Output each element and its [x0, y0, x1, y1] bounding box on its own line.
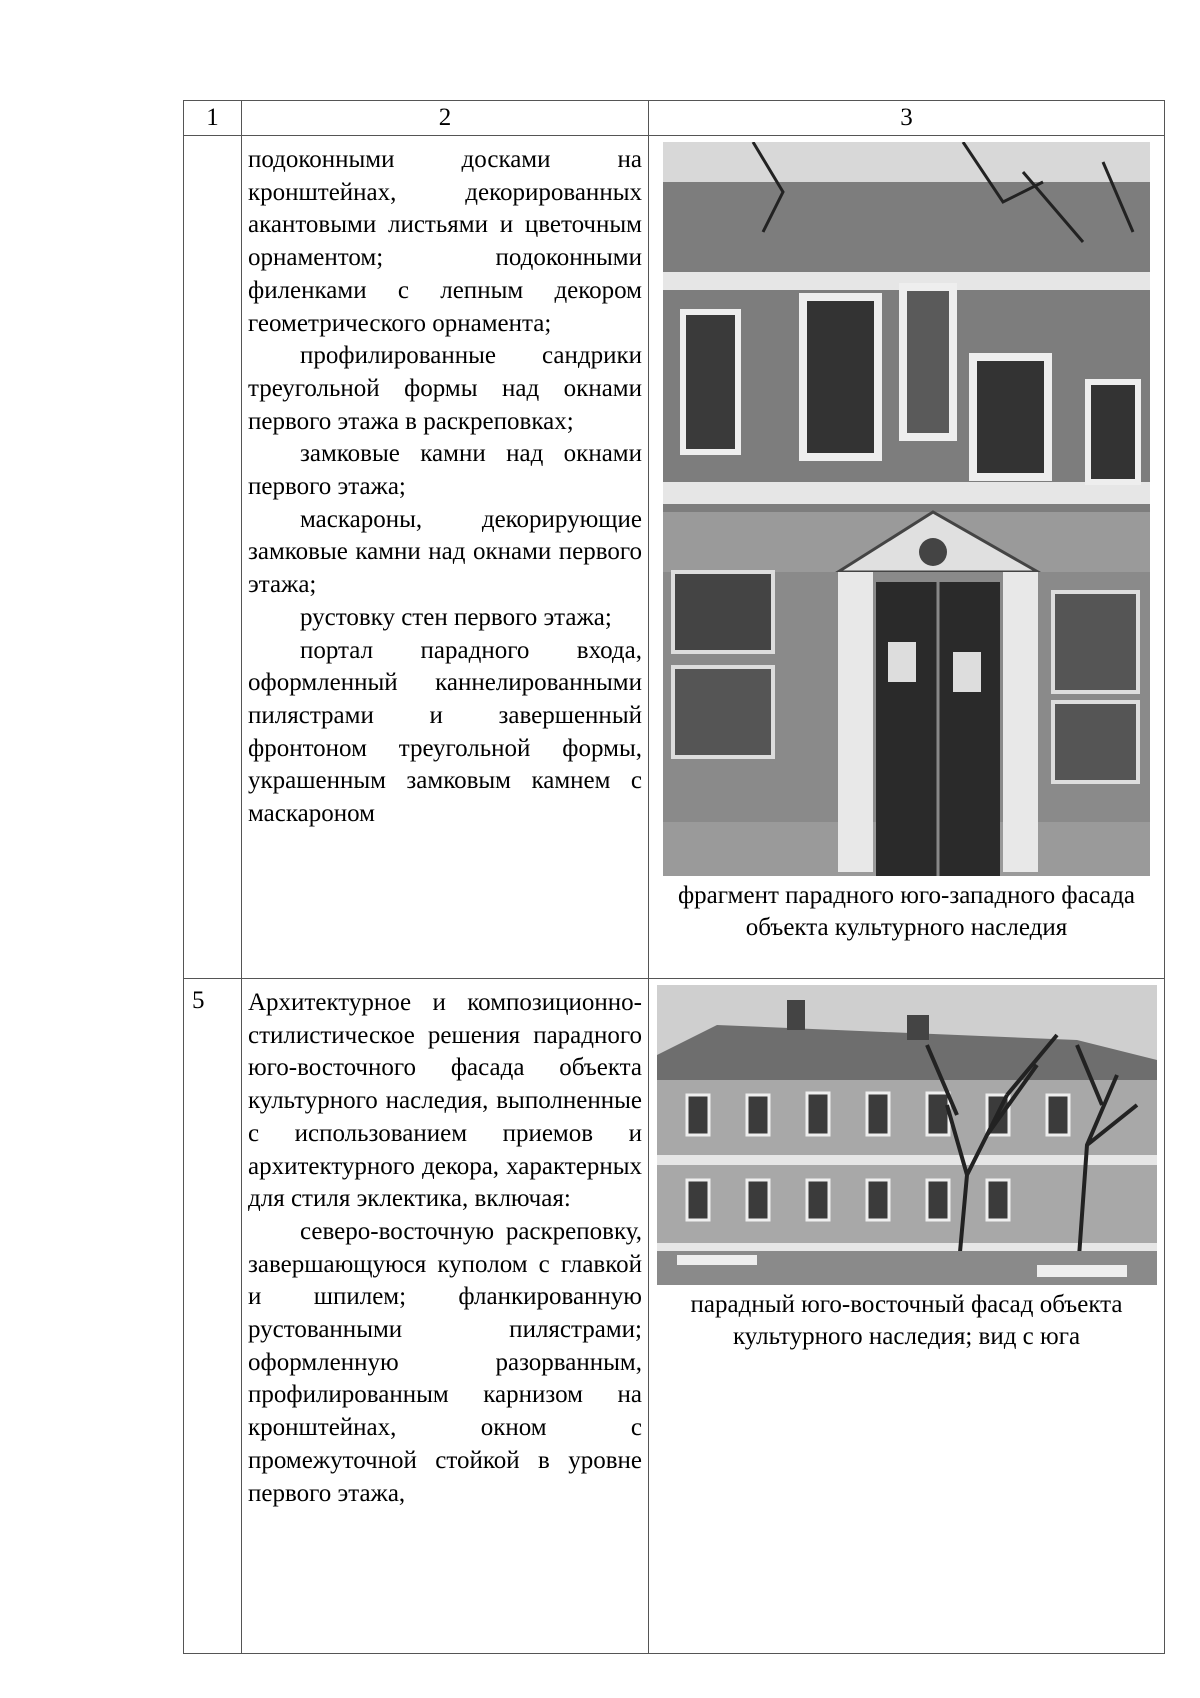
table-row: [184, 136, 1165, 979]
description-paragraph: подоконными досками на кронштейнах, декорированных акантовыми листьями и цветочным орнаментом; подоконными филенками с лепным декором геометрического орнамента;: [248, 146, 642, 337]
heritage-table: [183, 100, 1165, 1654]
row-number: 5: [184, 979, 242, 1654]
table-row: [184, 979, 1165, 1654]
description-paragraph: Архитектурное и композиционно-стилистическое решения парадного юго-восточного фасада объекта культурного наследия, выполненные с использованием приемов и архитектурного декора, характерных для стиля эклектика, включая:: [248, 989, 642, 1213]
table-header-row: [184, 101, 1165, 136]
row-figure: [649, 979, 1165, 1654]
figure-caption: фрагмент парадного юго-западного фасада объекта культурного наследия: [677, 882, 1136, 941]
row-number: [184, 136, 242, 979]
row-figure: [649, 136, 1165, 979]
description-paragraph: северо-восточную раскреповку, завершающуюся куполом с главкой и шпилем; фланкированную рустованными пилястрами; оформленную разорванным, профилированным карнизом на кронштейнах, окном с промежуточной стойкой в уровне первого этажа,: [248, 1217, 642, 1507]
column-header-3: 3: [649, 101, 1165, 136]
column-header-2: 2: [242, 101, 649, 136]
facade-street-photo: [657, 985, 1157, 1285]
description-paragraph: профилированные сандрики треугольной формы над окнами первого этажа в раскреповках;: [248, 342, 642, 435]
facade-entrance-photo: [663, 142, 1150, 876]
figure-caption: парадный юго-восточный фасад объекта культурного наследия; вид с юга: [690, 1291, 1123, 1350]
description-paragraph: рустовку стен первого этажа;: [300, 603, 612, 631]
description-paragraph: портал парадного входа, оформленный каннелированными пилястрами и завершенный фронтоном треугольной формы, украшенным замковым камнем с маскароном: [248, 636, 642, 828]
description-paragraph: маскароны, декорирующие замковые камни над окнами первого этажа;: [248, 505, 642, 599]
row-description: [242, 136, 649, 979]
row-description: [242, 979, 649, 1654]
column-header-1: 1: [184, 101, 242, 136]
description-paragraph: замковые камни над окнами первого этажа;: [248, 440, 642, 501]
